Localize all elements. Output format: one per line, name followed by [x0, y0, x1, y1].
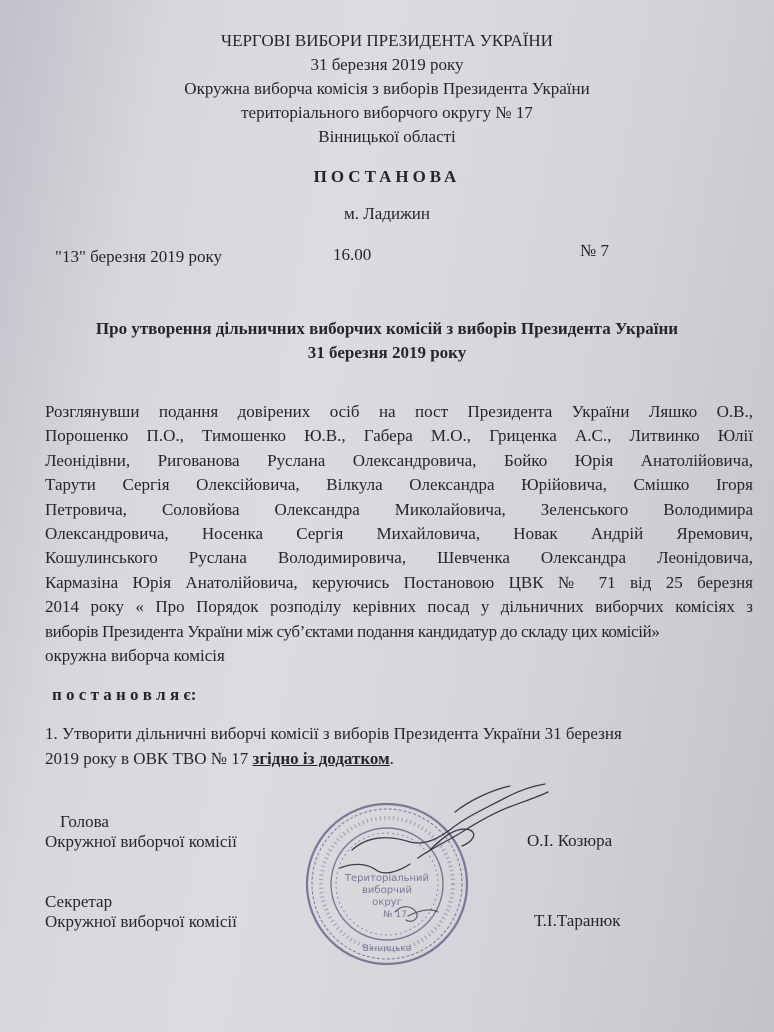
body-line: Тарути Сергія Олексійовича, Вілкула Олександра Юрійовича, Смішко Ігоря	[45, 475, 753, 495]
secretary-commission: Окружної виборчої комісії	[45, 912, 237, 931]
body-line: Олександровича, Носенка Сергія Михайловича, Новак Андрій Яремович,	[45, 524, 753, 544]
official-stamp	[307, 804, 467, 964]
header-region: Вінницької області	[318, 127, 456, 146]
secretary-title: Секретар	[45, 892, 113, 911]
body-line: Кошулинського Руслана Володимировича, Шевченка Олександра Леонідовича,	[45, 548, 753, 568]
body-line: виборів Президента України між суб’єктами подання кандидатур до складу цих комісій»	[45, 621, 660, 641]
head-title: Голова	[60, 812, 109, 831]
body-line: окружна виборча комісія	[45, 646, 225, 666]
body-line: Порошенко П.О., Тимошенко Ю.В., Габера М.О., Гриценка А.С., Литвинко Юлії	[45, 426, 753, 446]
header-district: територіального виборчого округу № 17	[241, 103, 533, 122]
header-commission-name: Окружна виборча комісія з виборів Президента України	[184, 79, 590, 98]
resolves-heading: п о с т а н о в л я є:	[52, 685, 197, 704]
stamp-inner-line: Територіальний	[344, 873, 430, 884]
head-name: О.І. Козюра	[527, 831, 613, 850]
document-number: № 7	[580, 241, 609, 260]
head-commission: Окружної виборчої комісії	[45, 832, 237, 851]
item-1-line-1: 1. Утворити дільничні виборчі комісії з виборів Президента України 31 березня	[45, 724, 622, 743]
stamp-inner-line: округ	[372, 897, 402, 908]
appendix-link[interactable]: згідно із додатком	[252, 749, 390, 768]
document-time: 16.00	[333, 245, 372, 264]
body-line: Кармазіна Юрія Анатолійовича, керуючись Постановою ЦВК № 71 від 25 березня	[45, 572, 753, 592]
document-date: "13" березня 2019 року	[55, 247, 223, 266]
header-election-title: ЧЕРГОВІ ВИБОРИ ПРЕЗИДЕНТА УКРАЇНИ	[221, 31, 553, 50]
body-line: Петровича, Соловйова Олександра Миколайовича, Зеленського Володимира	[45, 499, 753, 519]
body-line: Розглянувши подання довірених осіб на пост Президента України Ляшко О.В.,	[45, 402, 753, 421]
body-line: 2014 року « Про Порядок розподілу керівних посад у дільничних виборчих комісіях з	[45, 597, 753, 617]
item-1-text: 2019 року в ОВК ТВО № 17	[45, 749, 253, 768]
item-1-period: .	[389, 749, 394, 768]
body-line: Леонідівни, Ригованова Руслана Олександровича, Бойко Юрія Анатолійовича,	[45, 450, 753, 470]
secretary-name: Т.І.Таранюк	[534, 911, 621, 930]
header-election-date: 31 березня 2019 року	[310, 55, 464, 74]
stamp-inner-line: № 17	[383, 910, 407, 920]
subject-line-2: 31 березня 2019 року	[307, 343, 467, 362]
document-type-heading: ПОСТАНОВА	[313, 167, 461, 186]
subject-line-1: Про утворення дільничних виборчих комісій з виборів Президента України	[95, 319, 679, 338]
document-place: м. Ладижин	[343, 204, 431, 223]
stamp-ring-text: Вінницька	[362, 944, 412, 954]
stamp-inner-line: виборчий	[362, 885, 412, 896]
